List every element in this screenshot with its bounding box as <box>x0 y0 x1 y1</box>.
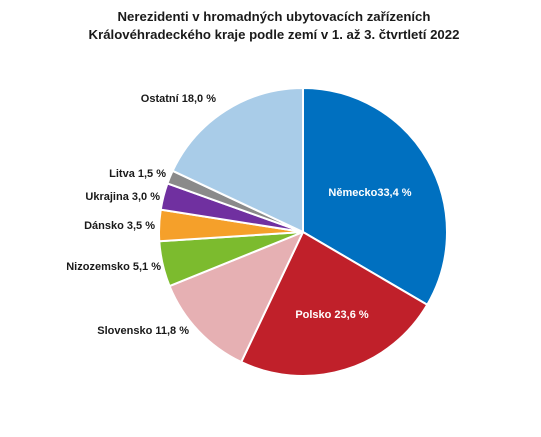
pie-label-dánsko: Dánsko 3,5 % <box>84 220 155 232</box>
pie-label-nizozemsko: Nizozemsko 5,1 % <box>66 261 161 273</box>
pie-label-litva: Litva 1,5 % <box>109 168 166 180</box>
pie-slices <box>159 88 447 376</box>
chart-title-line-1: Nerezidenti v hromadných ubytovacích zařízeních <box>117 9 431 24</box>
pie-label-ostatní: Ostatní 18,0 % <box>140 93 216 105</box>
pie-label-německo: Německo33,4 % <box>328 187 412 199</box>
chart-title <box>89 9 460 42</box>
pie-label-slovensko: Slovensko 11,8 % <box>97 325 189 337</box>
chart-title-line-2: Královéhradeckého kraje podle zemí v 1. až 3. čtvrtletí 2022 <box>88 27 460 42</box>
pie-label-ukrajina: Ukrajina 3,0 % <box>85 191 160 203</box>
pie-label-polsko: Polsko 23,6 % <box>295 309 369 321</box>
